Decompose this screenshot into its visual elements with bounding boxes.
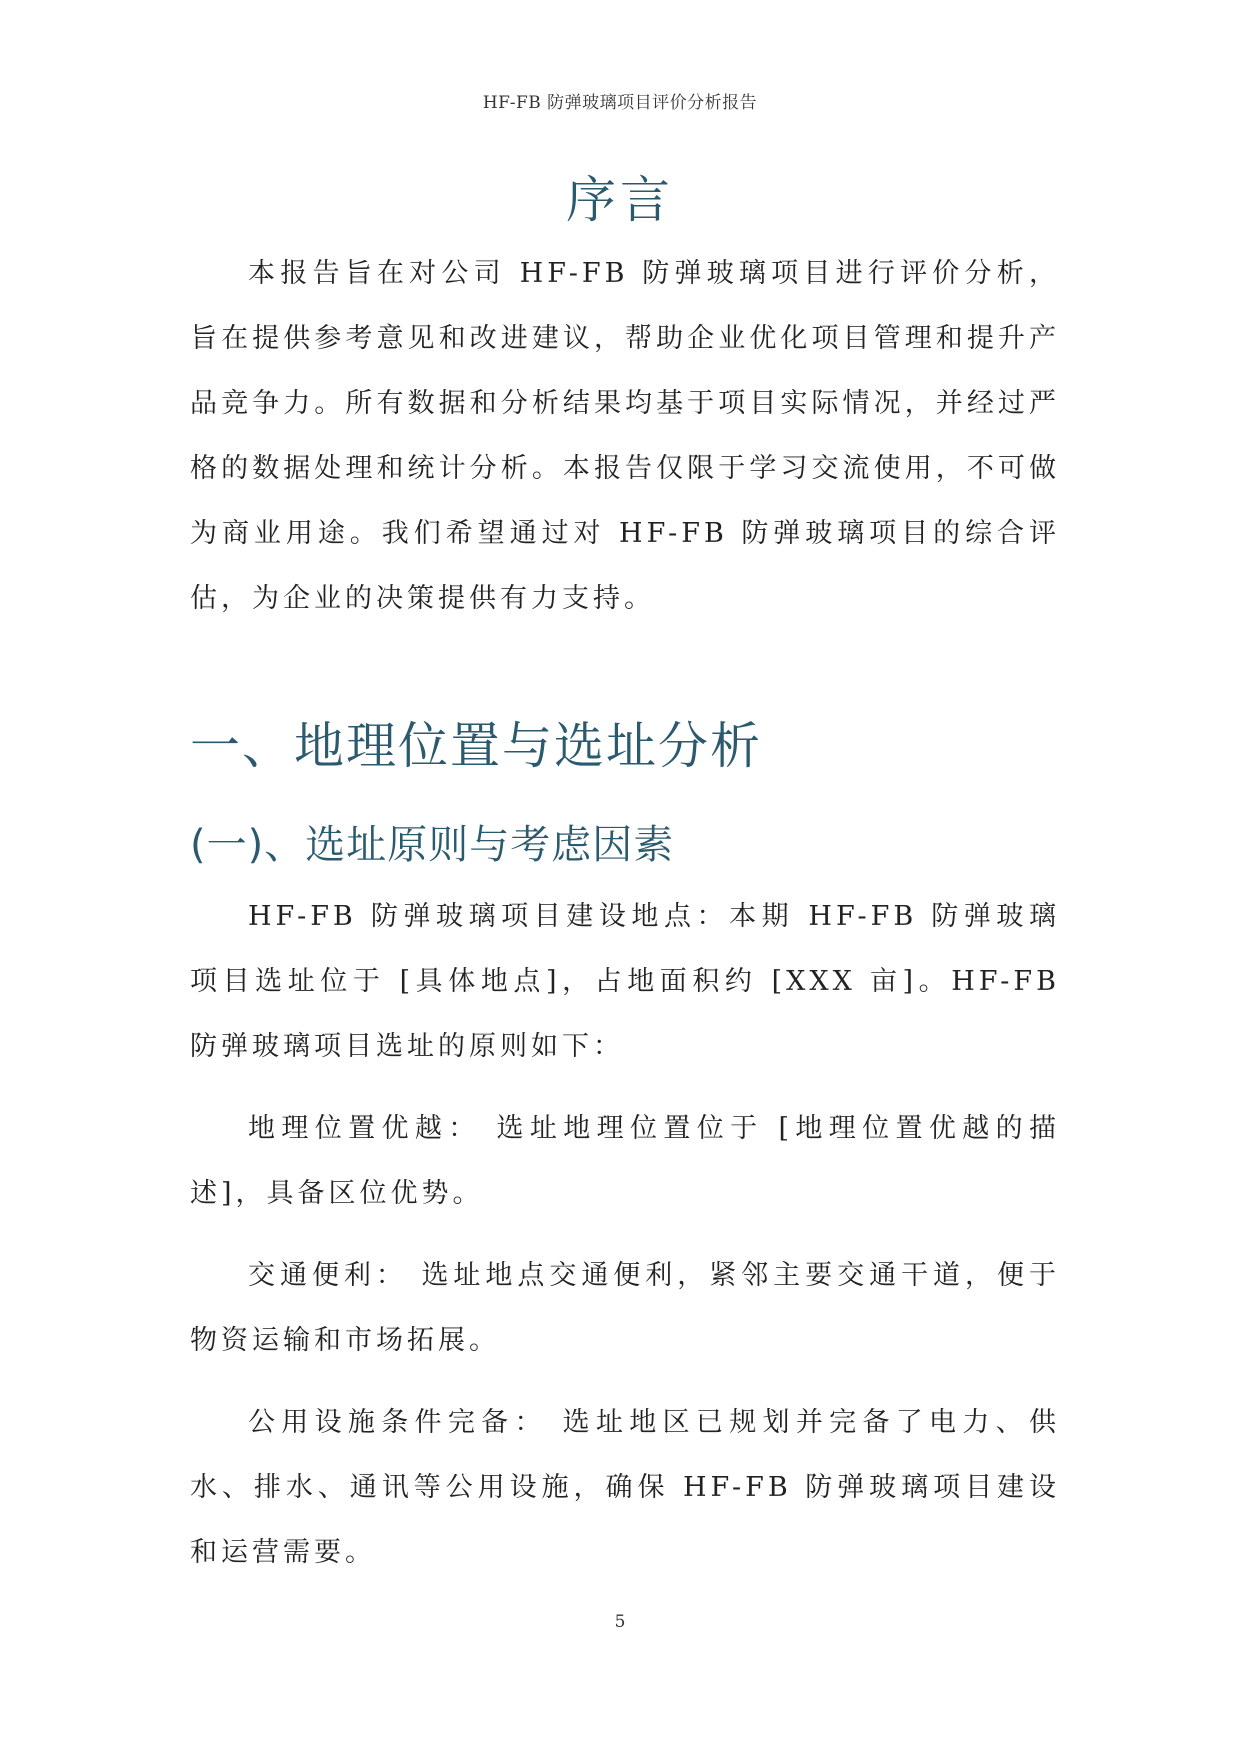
preface-paragraph: 本报告旨在对公司 HF-FB 防弹玻璃项目进行评价分析，旨在提供参考意见和改进建议，帮助企业优化项目管理和提升产品竞争力。所有数据和分析结果均基于项目实际情况，并经过严格的数据处理和统计分析。本报告仅限于学习交流使用，不可做为商业用途。我们希望通过对 HF-FB 防弹玻璃项目的综合评估，为企业的决策提供有力支持。 (190, 258, 1060, 614)
section-heading: 一、地理位置与选址分析 (190, 717, 762, 775)
preface-title: 序言 (566, 171, 674, 229)
site-intro-paragraph: HF-FB 防弹玻璃项目建设地点：本期 HF-FB 防弹玻璃项目选址位于 [具体地点]，占地面积约 [XXX 亩]。HF-FB 防弹玻璃项目选址的原则如下： (190, 901, 1060, 1062)
page-number: 5 (614, 1612, 626, 1632)
principle-location-paragraph: 地理位置优越： 选址地理位置位于 [地理位置优越的描述]，具备区位优势。 (190, 1113, 1060, 1209)
running-header: HF-FB 防弹玻璃项目评价分析报告 (482, 93, 758, 113)
principle-utilities-paragraph: 公用设施条件完备： 选址地区已规划并完备了电力、供水、排水、通讯等公用设施，确保 HF-FB 防弹玻璃项目建设和运营需要。 (190, 1407, 1060, 1568)
subsection-heading: (一)、选址原则与考虑因素 (190, 822, 675, 868)
principle-transport-paragraph: 交通便利： 选址地点交通便利，紧邻主要交通干道，便于物资运输和市场拓展。 (190, 1260, 1060, 1356)
